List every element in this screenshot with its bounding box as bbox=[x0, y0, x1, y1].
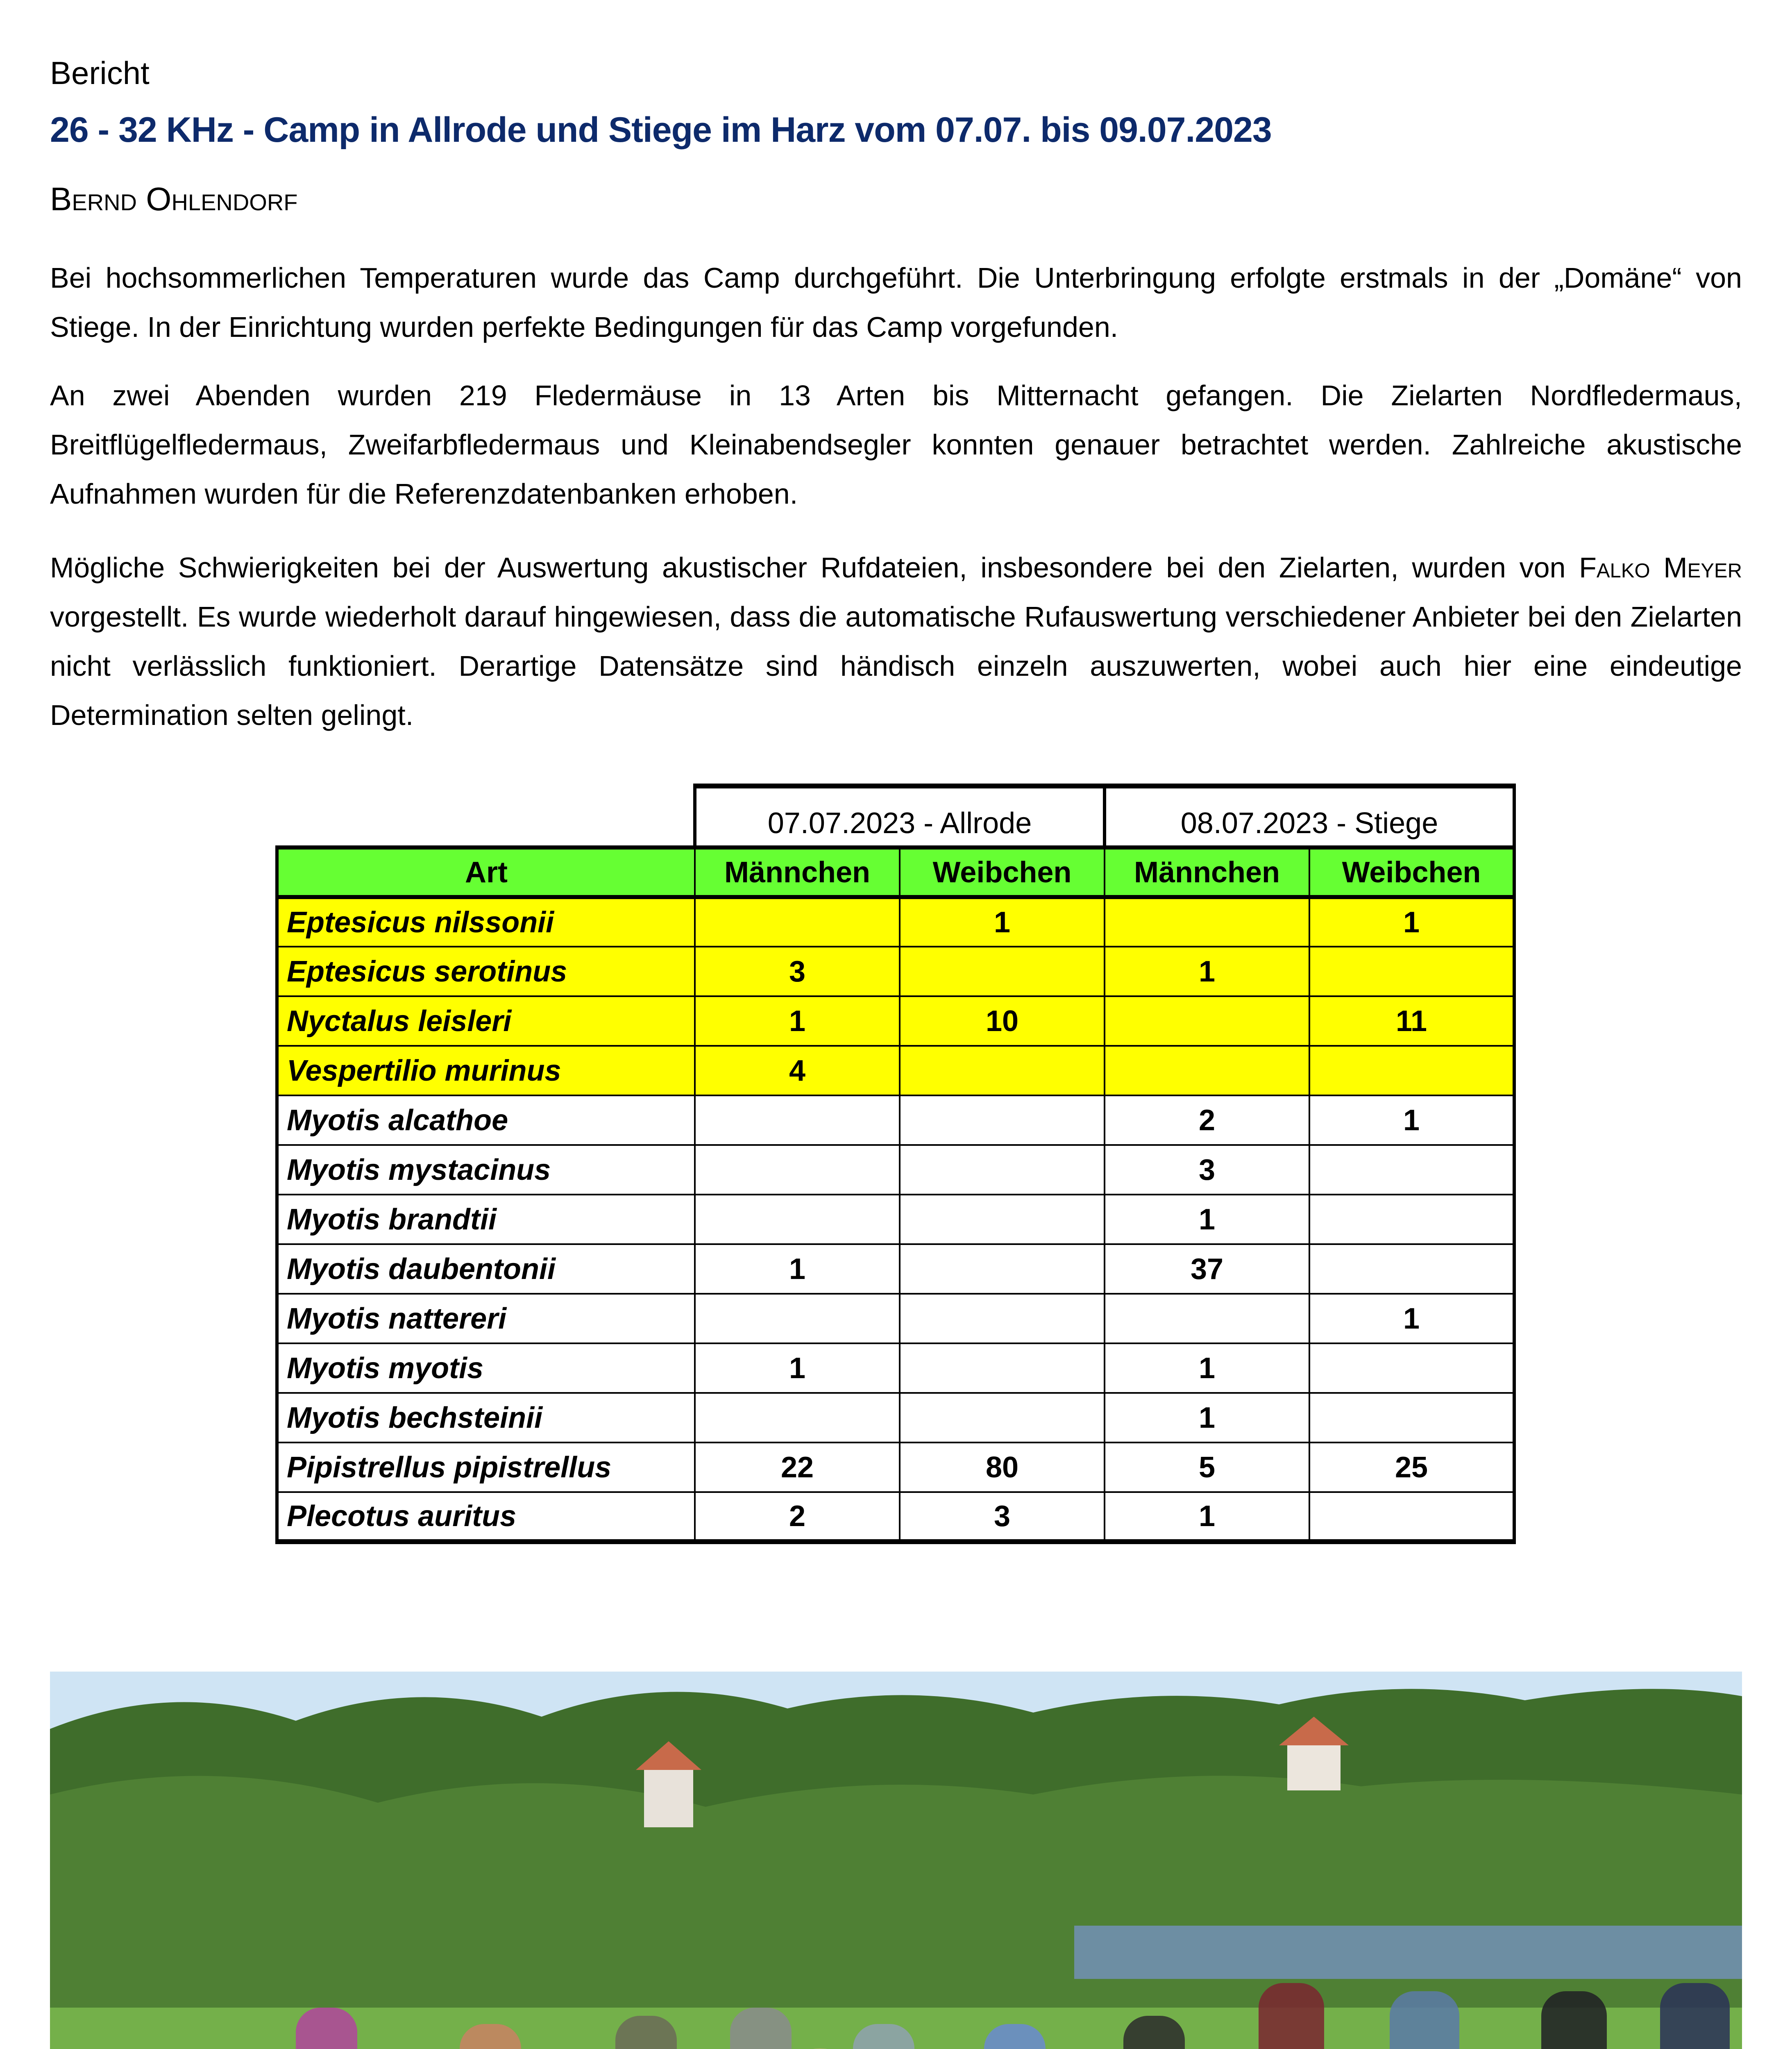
bat-catch-table bbox=[275, 784, 1516, 1544]
date-header-allrode: 07.07.2023 - Allrode bbox=[695, 786, 1105, 847]
count-maennchen-stiege: 1 bbox=[1105, 1343, 1309, 1393]
count-maennchen-stiege bbox=[1105, 996, 1309, 1046]
table-row bbox=[277, 1195, 1514, 1244]
count-maennchen-stiege: 37 bbox=[1105, 1244, 1309, 1294]
species-name-cell: Myotis myotis bbox=[277, 1343, 695, 1393]
table-row bbox=[277, 1046, 1514, 1095]
count-weibchen-allrode: 1 bbox=[900, 897, 1105, 947]
count-maennchen-allrode bbox=[695, 1095, 900, 1145]
count-weibchen-allrode bbox=[900, 1294, 1105, 1343]
count-maennchen-allrode bbox=[695, 1294, 900, 1343]
count-maennchen-allrode: 2 bbox=[695, 1492, 900, 1542]
species-name-cell: Myotis nattereri bbox=[277, 1294, 695, 1343]
count-weibchen-stiege: 1 bbox=[1309, 1095, 1514, 1145]
count-weibchen-stiege bbox=[1309, 1046, 1514, 1095]
paragraph-1: Bei hochsommerlichen Temperaturen wurde das Camp durchgeführt. Die Unterbringung erfolgte erstmals in der „Domäne“ von Stiege. In der Einrichtung wurden perfekte Bedingungen für das Camp vorgefunden. bbox=[50, 262, 1742, 343]
count-weibchen-stiege bbox=[1309, 1195, 1514, 1244]
table-row bbox=[277, 996, 1514, 1046]
count-maennchen-allrode: 22 bbox=[695, 1442, 900, 1492]
table-row bbox=[277, 1145, 1514, 1195]
count-weibchen-stiege: 1 bbox=[1309, 1294, 1514, 1343]
count-maennchen-allrode bbox=[695, 1145, 900, 1195]
column-header-weibchen-stiege: Weibchen bbox=[1309, 847, 1514, 897]
count-weibchen-stiege bbox=[1309, 1492, 1514, 1542]
count-weibchen-stiege: 11 bbox=[1309, 996, 1514, 1046]
count-weibchen-allrode bbox=[900, 947, 1105, 996]
count-maennchen-stiege: 1 bbox=[1105, 947, 1309, 996]
group-photo-illustration bbox=[50, 1672, 1742, 2049]
section-kicker: Bericht bbox=[50, 55, 150, 91]
species-name-cell: Myotis bechsteinii bbox=[277, 1393, 695, 1442]
count-maennchen-allrode bbox=[695, 897, 900, 947]
count-weibchen-stiege bbox=[1309, 1343, 1514, 1393]
table-row bbox=[277, 1442, 1514, 1492]
count-maennchen-allrode bbox=[695, 1393, 900, 1442]
count-maennchen-stiege: 5 bbox=[1105, 1442, 1309, 1492]
author-name: Bernd Ohlendorf bbox=[50, 181, 298, 217]
count-maennchen-stiege bbox=[1105, 1294, 1309, 1343]
count-weibchen-allrode bbox=[900, 1095, 1105, 1145]
species-name-cell: Nyctalus leisleri bbox=[277, 996, 695, 1046]
column-header-maennchen-allrode: Männchen bbox=[695, 847, 900, 897]
column-header-maennchen-stiege: Männchen bbox=[1105, 847, 1309, 897]
count-maennchen-stiege: 3 bbox=[1105, 1145, 1309, 1195]
paragraph-2: An zwei Abenden wurden 219 Fledermäuse in 13 Arten bis Mitternacht gefangen. Die Zielarten Nordfledermaus, Breitflügelfledermaus, Zweifarbfledermaus und Kleinabendsegler konnten genauer betrachtet werden. Zahlreiche akustische Aufnahmen wurden für die Referenzdatenbanken erhoben. bbox=[50, 379, 1742, 510]
count-maennchen-allrode: 1 bbox=[695, 996, 900, 1046]
person-name: Falko Meyer bbox=[1579, 552, 1742, 584]
count-weibchen-allrode: 3 bbox=[900, 1492, 1105, 1542]
species-name-cell: Myotis brandtii bbox=[277, 1195, 695, 1244]
count-maennchen-stiege: 1 bbox=[1105, 1393, 1309, 1442]
table-header-row bbox=[277, 847, 1514, 897]
table-row bbox=[277, 897, 1514, 947]
count-maennchen-allrode: 1 bbox=[695, 1343, 900, 1393]
table-corner-blank bbox=[277, 786, 695, 847]
count-weibchen-allrode: 10 bbox=[900, 996, 1105, 1046]
count-weibchen-stiege: 1 bbox=[1309, 897, 1514, 947]
table-date-row bbox=[277, 786, 1514, 847]
table-body bbox=[277, 897, 1514, 1542]
table-row bbox=[277, 1492, 1514, 1542]
count-maennchen-stiege: 2 bbox=[1105, 1095, 1309, 1145]
table-row bbox=[277, 1095, 1514, 1145]
count-weibchen-stiege bbox=[1309, 1393, 1514, 1442]
count-weibchen-allrode bbox=[900, 1046, 1105, 1095]
count-maennchen-stiege: 1 bbox=[1105, 1195, 1309, 1244]
count-weibchen-allrode bbox=[900, 1393, 1105, 1442]
group-photo bbox=[50, 1672, 1742, 2049]
paragraph-3-text-before: Mögliche Schwierigkeiten bei der Auswertung akustischer Rufdateien, insbesondere bei den Zielarten, wurden von bbox=[50, 552, 1579, 584]
count-maennchen-allrode: 3 bbox=[695, 947, 900, 996]
species-name-cell: Pipistrellus pipistrellus bbox=[277, 1442, 695, 1492]
count-weibchen-allrode bbox=[900, 1195, 1105, 1244]
count-maennchen-allrode: 4 bbox=[695, 1046, 900, 1095]
count-weibchen-stiege bbox=[1309, 1244, 1514, 1294]
count-maennchen-stiege: 1 bbox=[1105, 1492, 1309, 1542]
count-weibchen-stiege: 25 bbox=[1309, 1442, 1514, 1492]
table-row bbox=[277, 1244, 1514, 1294]
species-name-cell: Eptesicus serotinus bbox=[277, 947, 695, 996]
species-name-cell: Plecotus auritus bbox=[277, 1492, 695, 1542]
species-name-cell: Myotis mystacinus bbox=[277, 1145, 695, 1195]
count-maennchen-allrode bbox=[695, 1195, 900, 1244]
table-row bbox=[277, 1393, 1514, 1442]
count-weibchen-stiege bbox=[1309, 947, 1514, 996]
species-name-cell: Vespertilio murinus bbox=[277, 1046, 695, 1095]
count-weibchen-allrode bbox=[900, 1343, 1105, 1393]
table-row bbox=[277, 1343, 1514, 1393]
species-name-cell: Eptesicus nilssonii bbox=[277, 897, 695, 947]
count-weibchen-stiege bbox=[1309, 1145, 1514, 1195]
table-row bbox=[277, 947, 1514, 996]
count-weibchen-allrode bbox=[900, 1145, 1105, 1195]
species-name-cell: Myotis daubentonii bbox=[277, 1244, 695, 1294]
column-header-art: Art bbox=[277, 847, 695, 897]
count-weibchen-allrode bbox=[900, 1244, 1105, 1294]
date-header-stiege: 08.07.2023 - Stiege bbox=[1105, 786, 1514, 847]
page-title: 26 - 32 KHz - Camp in Allrode und Stiege im Harz vom 07.07. bis 09.07.2023 bbox=[50, 110, 1272, 150]
count-maennchen-stiege bbox=[1105, 897, 1309, 947]
table-row bbox=[277, 1294, 1514, 1343]
count-maennchen-allrode: 1 bbox=[695, 1244, 900, 1294]
species-name-cell: Myotis alcathoe bbox=[277, 1095, 695, 1145]
count-weibchen-allrode: 80 bbox=[900, 1442, 1105, 1492]
paragraph-3 bbox=[50, 543, 1742, 740]
paragraph-3-text-after: vorgestellt. Es wurde wiederholt darauf hingewiesen, dass die automatische Rufauswertung verschiedener Anbieter bei den Zielarten nicht verlässlich funktioniert. Derartige Datensätze sind händisch einzeln auszuwerten, wobei auch hier eine eindeutige Determination selten gelingt. bbox=[50, 601, 1742, 731]
column-header-weibchen-allrode: Weibchen bbox=[900, 847, 1105, 897]
count-maennchen-stiege bbox=[1105, 1046, 1309, 1095]
